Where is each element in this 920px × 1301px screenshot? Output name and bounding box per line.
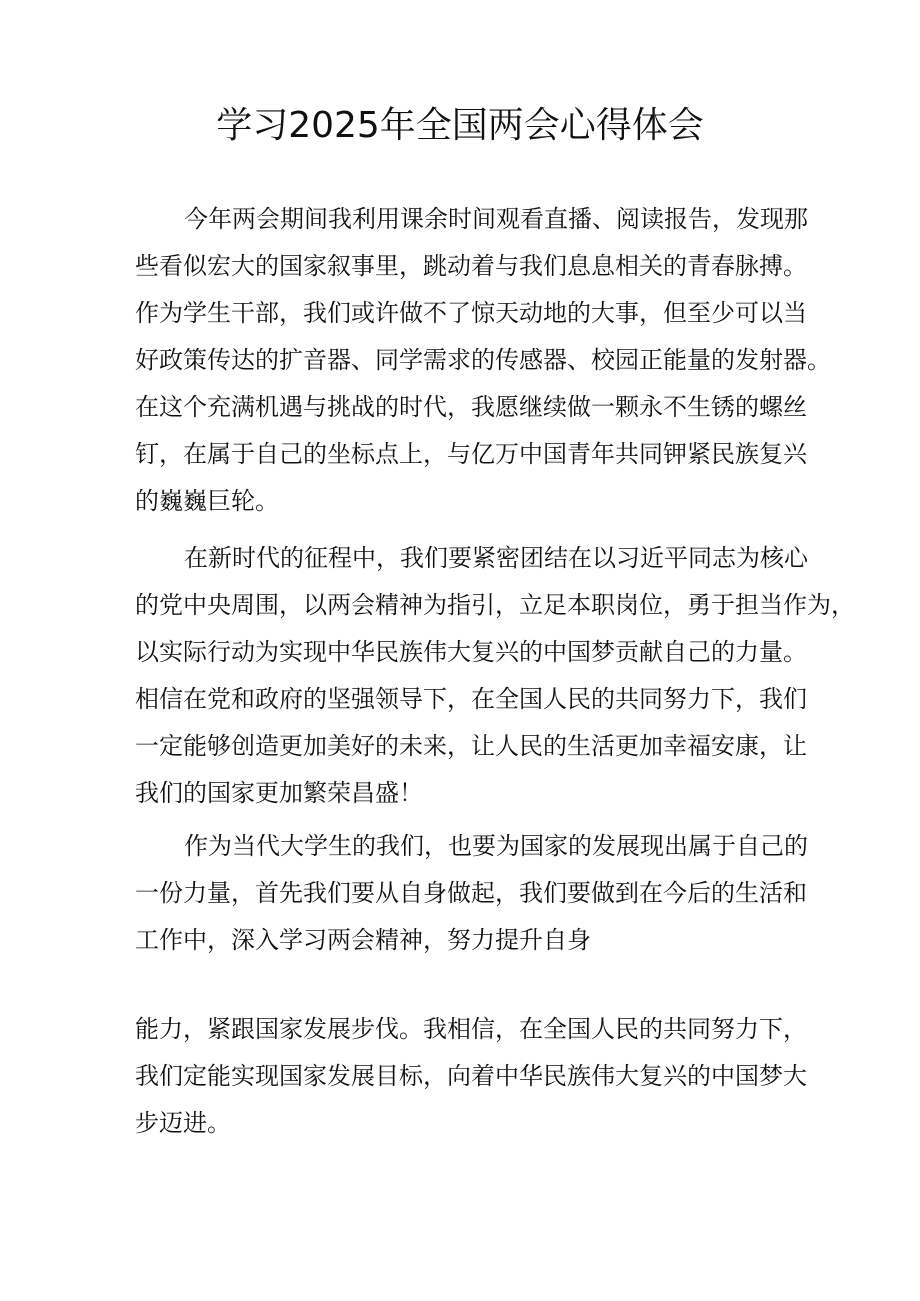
paragraph-2-line-3: 以实际行动为实现中华民族伟大复兴的中国梦贡献自己的力量。 xyxy=(135,638,807,666)
paragraph-1-line-4: 好政策传达的扩音器、同学需求的传感器、校园正能量的发射器。 xyxy=(135,346,831,374)
paragraph-3-line-3: 工作中，深入学习两会精神，努力提升自身 xyxy=(135,926,591,954)
paragraph-1-line-2: 些看似宏大的国家叙事里，跳动着与我们息息相关的青春脉搏。 xyxy=(135,252,807,280)
paragraph-2-line-1: 在新时代的征程中，我们要紧密团结在以习近平同志为核心 xyxy=(184,544,808,572)
document-title: 学习2025年全国两会心得体会 xyxy=(216,105,704,146)
paragraph-4-line-3: 步迈进。 xyxy=(135,1109,231,1137)
paragraph-2-line-4: 相信在党和政府的坚强领导下，在全国人民的共同努力下，我们 xyxy=(135,685,807,713)
paragraph-1-line-5: 在这个充满机遇与挑战的时代，我愿继续做一颗永不生锈的螺丝 xyxy=(135,393,807,421)
paragraph-2-line-2: 的党中央周围，以两会精神为指引，立足本职岗位，勇于担当作为， xyxy=(135,591,855,619)
paragraph-1-line-6: 钉，在属于自己的坐标点上，与亿万中国青年共同钾紧民族复兴 xyxy=(135,440,807,468)
paragraph-1-line-3: 作为学生干部，我们或许做不了惊天动地的大事，但至少可以当 xyxy=(135,299,807,327)
paragraph-4-line-1: 能力，紧跟国家发展步伐。我相信，在全国人民的共同努力下， xyxy=(135,1015,807,1043)
paragraph-3-line-2: 一份力量，首先我们要从自身做起，我们要做到在今后的生活和 xyxy=(135,879,807,907)
paragraph-1-line-7: 的巍巍巨轮。 xyxy=(135,487,279,515)
paragraph-4-line-2: 我们定能实现国家发展目标，向着中华民族伟大复兴的中国梦大 xyxy=(135,1062,807,1090)
paragraph-2-line-6: 我们的国家更加繁荣昌盛！ xyxy=(135,779,423,807)
paragraph-1-line-1: 今年两会期间我利用课余时间观看直播、阅读报告，发现那 xyxy=(184,205,808,233)
paragraph-3-line-1: 作为当代大学生的我们，也要为国家的发展现出属于自己的 xyxy=(184,832,808,860)
paragraph-2-line-5: 一定能够创造更加美好的未来，让人民的生活更加幸福安康，让 xyxy=(135,732,807,760)
